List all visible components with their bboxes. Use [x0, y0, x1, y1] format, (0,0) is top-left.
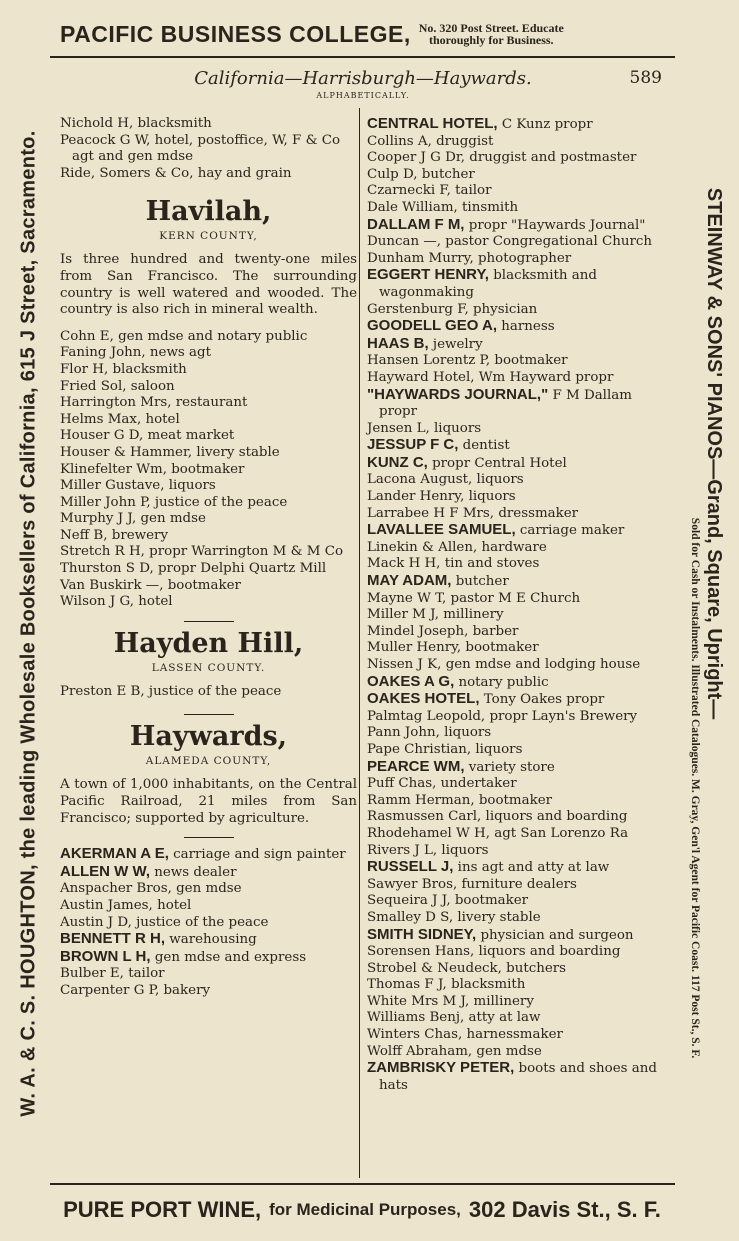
entry-text: Nissen J K, gen mdse and lodging house	[367, 657, 641, 672]
entry-name-bold: SMITH SIDNEY,	[367, 925, 477, 943]
entry-name-bold: ZAMBRISKY PETER,	[367, 1059, 515, 1077]
entry-text: carriage and sign painter	[168, 847, 346, 863]
directory-entry	[367, 776, 663, 793]
directory-entry	[367, 877, 663, 894]
entry-text: Culp D, butcher	[367, 166, 475, 182]
entry-text: Puff Chas, undertaker	[367, 776, 517, 792]
directory-entry	[367, 1044, 663, 1061]
directory-entry	[367, 183, 663, 200]
directory-entry	[367, 370, 663, 387]
entry-text: Houser & Hammer, livery stable	[60, 444, 280, 460]
entry-text: Collins A, druggist	[367, 133, 494, 149]
directory-entry	[60, 329, 357, 346]
right-side-advertisement	[682, 68, 732, 1178]
entry-text: Thurston S D, propr Delphi Quartz Mill	[60, 561, 327, 577]
entry-text: Preston E B, justice of the peace	[60, 683, 282, 699]
entry-text: physician and surgeon	[476, 927, 634, 943]
entry-name-bold: RUSSELL J,	[367, 858, 454, 876]
entry-text: White Mrs M J, millinery	[367, 993, 534, 1009]
directory-entry	[367, 640, 663, 657]
entry-text: Cooper J G Dr, druggist and postmaster	[367, 150, 637, 166]
entry-text: Rivers J L, liquors	[367, 842, 489, 858]
directory-entry	[367, 267, 663, 301]
directory-entry	[60, 345, 357, 362]
directory-entry	[367, 302, 663, 319]
directory-entry	[60, 864, 357, 882]
directory-entry	[60, 495, 357, 512]
entry-text: ins agt and atty at law	[453, 860, 610, 876]
directory-entry	[367, 977, 663, 994]
entry-name-bold: JESSUP F C,	[367, 436, 459, 454]
directory-entry	[60, 966, 357, 983]
entry-text: Hayward Hotel, Wm Hayward propr	[367, 369, 614, 385]
entry-text: Pann John, liquors	[367, 725, 492, 741]
entry-name-bold: "HAYWARDS JOURNAL,"	[367, 385, 549, 403]
directory-entry	[367, 691, 663, 709]
entry-name-bold: BENNETT R H,	[60, 930, 165, 948]
directory-entry	[367, 1010, 663, 1027]
entry-text: news dealer	[150, 864, 237, 880]
directory-entry	[60, 412, 357, 429]
directory-entry	[367, 826, 663, 843]
entry-text: Nichold H, blacksmith	[60, 116, 212, 131]
directory-entry	[367, 116, 663, 134]
directory-entry	[367, 1060, 663, 1094]
entry-name-bold: EGGERT HENRY,	[367, 266, 489, 284]
entry-text: Winters Chas, harnessmaker	[367, 1027, 563, 1043]
directory-entry	[367, 540, 663, 557]
directory-entry	[367, 167, 663, 184]
directory-entry	[367, 217, 663, 235]
entry-text: Lander Henry, liquors	[367, 489, 516, 505]
directory-entry	[367, 709, 663, 726]
bottom-advertisement	[52, 1192, 672, 1228]
top-ad-main: PACIFIC BUSINESS COLLEGE,	[60, 20, 411, 47]
entry-text: Flor H, blacksmith	[60, 361, 187, 377]
entry-text: Austin James, hotel	[60, 898, 192, 913]
county-hayden-hill: LASSEN COUNTY.	[151, 661, 266, 674]
entry-text: Smalley D S, livery stable	[367, 909, 541, 925]
directory-entry	[60, 166, 357, 183]
left-side-advertisement	[14, 68, 44, 1178]
entry-text: Pape Christian, liquors	[367, 741, 523, 757]
directory-entry	[60, 594, 357, 611]
directory-entry	[367, 1027, 663, 1044]
directory-entry	[367, 944, 663, 961]
directory-entry	[367, 318, 663, 336]
bottom-ad-part2: for Medicinal Purposes,	[269, 1200, 461, 1219]
section-rule	[184, 621, 234, 622]
directory-entry	[367, 607, 663, 624]
entry-text: harness	[497, 319, 555, 335]
directory-entry	[367, 134, 663, 151]
entry-text: Jensen L, liquors	[367, 420, 482, 436]
entry-text: Murphy J J, gen mdse	[60, 511, 206, 527]
entry-text: Faning John, news agt	[60, 345, 211, 361]
top-advertisement	[60, 16, 670, 52]
directory-entry	[367, 506, 663, 523]
left-column	[60, 116, 357, 1000]
entry-text: Gerstenburg F, physician	[367, 301, 538, 317]
entry-text: Miller John P, justice of the peace	[60, 494, 288, 510]
directory-entry	[367, 387, 663, 421]
entry-name-bold: OAKES A G,	[367, 672, 455, 690]
entry-text: jewelry	[428, 336, 483, 352]
page-number: 589	[629, 68, 662, 88]
entry-name-bold: HAAS B,	[367, 334, 429, 352]
column-divider	[359, 108, 360, 1178]
town-heading-hayden-hill: Hayden Hill,	[113, 627, 304, 659]
directory-entry	[367, 336, 663, 354]
directory-entry	[367, 843, 663, 860]
entry-text: Rhodehamel W H, agt San Lorenzo Ra	[367, 825, 629, 841]
entry-text: Wolff Abraham, gen mdse	[367, 1043, 542, 1059]
town-heading-haywards: Haywards,	[129, 721, 288, 753]
directory-entry	[60, 362, 357, 379]
entry-text: Bulber E, tailor	[60, 966, 165, 982]
directory-entry	[367, 437, 663, 455]
entry-text: notary public	[454, 674, 549, 690]
directory-entry	[367, 725, 663, 742]
entry-text: Miller Gustave, liquors	[60, 478, 216, 494]
entry-text: dentist	[458, 438, 510, 454]
directory-entry	[367, 251, 663, 268]
bottom-ad-part1: PURE PORT WINE,	[63, 1197, 262, 1222]
directory-entry	[60, 578, 357, 595]
entry-text: variety store	[464, 759, 555, 775]
entry-text: Harrington Mrs, restaurant	[60, 395, 248, 411]
entry-text: Klinefelter Wm, bootmaker	[60, 461, 245, 477]
entry-text: Wilson J G, hotel	[60, 594, 173, 610]
entry-name-bold: DALLAM F M,	[367, 215, 465, 233]
bottom-rule	[50, 1183, 675, 1185]
directory-entry	[60, 983, 357, 1000]
directory-entry	[367, 793, 663, 810]
entry-text: Stretch R H, propr Warrington M & M Co	[60, 544, 344, 560]
town-description-haywards: A town of 1,000 inhabitants, on the Central Pacific Railroad, 21 miles from San Francisco; supported by agriculture.	[60, 777, 357, 826]
directory-entry	[367, 859, 663, 877]
left-side-ad-text: W. A. & C. S. HOUGHTON, the leading Wholesale Booksellers of California, 615 J Street, Sacramento.	[17, 129, 40, 1117]
right-column	[367, 116, 663, 1094]
entry-text: Ramm Herman, bootmaker	[367, 792, 553, 808]
directory-entry	[60, 881, 357, 898]
directory-entry	[367, 809, 663, 826]
directory-entry	[367, 657, 663, 674]
directory-entry	[60, 846, 357, 864]
page-header	[60, 68, 666, 100]
entry-text: carriage maker	[515, 523, 625, 539]
pre-entries	[60, 116, 357, 182]
directory-entry	[367, 674, 663, 692]
right-side-ad-line1: STEINWAY & SONS' PIANOS—Grand, Square, Upright—	[703, 187, 725, 720]
entry-text: Thomas F J, blacksmith	[367, 977, 526, 993]
directory-entry	[367, 150, 663, 167]
directory-entry	[367, 994, 663, 1011]
directory-entry	[60, 528, 357, 545]
entry-text: propr "Haywards Journal"	[464, 217, 646, 233]
directory-entry	[367, 353, 663, 370]
entry-text: Dunham Murry, photographer	[367, 250, 572, 266]
directory-entry	[60, 561, 357, 578]
entry-text: butcher	[451, 574, 509, 590]
section-rule	[184, 837, 234, 838]
entry-text: Van Buskirk —, bootmaker	[60, 577, 241, 593]
directory-entry	[367, 421, 663, 438]
directory-entry	[60, 544, 357, 561]
entry-text: boots and shoes and hats	[379, 1061, 657, 1093]
county-haywards: ALAMEDA COUNTY,	[145, 755, 272, 768]
county-havilah: KERN COUNTY,	[159, 230, 258, 243]
entry-text: gen mdse and express	[150, 949, 307, 965]
haywards-entries-left	[60, 846, 357, 999]
section-rule	[184, 714, 234, 715]
entry-text: F M Dallam propr	[379, 387, 632, 420]
directory-entry	[60, 462, 357, 479]
entry-text: Peacock G W, hotel, postoffice, W, F & Co agt and gen mdse	[60, 132, 341, 165]
entry-text: Muller Henry, bootmaker	[367, 640, 539, 656]
entry-text: Cohn E, gen mdse and notary public	[60, 328, 308, 344]
entry-text: Linekin & Allen, hardware	[367, 539, 547, 555]
right-side-ad-line2: Sold for Cash or Instalments. Illustrated Catalogues. M. Gray, Gen'l Agent for Pacific Coast. 117 Post St., S. F.	[689, 517, 701, 1059]
directory-entry	[367, 893, 663, 910]
entry-text: blacksmith and wagonmaking	[379, 268, 597, 300]
entry-name-bold: MAY ADAM,	[367, 572, 452, 590]
entry-text: Mindel Joseph, barber	[367, 623, 519, 639]
directory-entry	[367, 927, 663, 945]
directory-entry	[367, 200, 663, 217]
directory-entry	[367, 591, 663, 608]
entry-text: Anspacher Bros, gen mdse	[60, 881, 242, 897]
entry-text: warehousing	[165, 932, 257, 948]
directory-entry	[367, 573, 663, 591]
entry-name-bold: LAVALLEE SAMUEL,	[367, 521, 516, 539]
entry-name-bold: AKERMAN A E,	[60, 845, 169, 863]
entry-name-bold: KUNZ C,	[367, 453, 428, 471]
directory-entry	[367, 556, 663, 573]
town-heading-havilah: Havilah,	[145, 196, 272, 228]
entry-text: Williams Benj, atty at law	[367, 1010, 541, 1026]
directory-entry	[367, 234, 663, 251]
hayden-entries	[60, 684, 357, 701]
directory-entry	[60, 379, 357, 396]
entry-text: C Kunz propr	[497, 117, 593, 132]
directory-entry	[60, 478, 357, 495]
entry-text: Sawyer Bros, furniture dealers	[367, 876, 577, 892]
directory-entry	[60, 898, 357, 915]
entry-text: Dale William, tinsmith	[367, 199, 519, 215]
entry-text: Helms Max, hotel	[60, 411, 180, 427]
directory-entry	[60, 445, 357, 462]
directory-entry	[60, 684, 357, 701]
entry-text: Miller M J, millinery	[367, 607, 504, 623]
entry-text: Austin J D, justice of the peace	[60, 914, 269, 930]
directory-entry	[367, 455, 663, 473]
entry-text: Rasmussen Carl, liquors and boarding	[367, 809, 628, 825]
directory-entry	[60, 931, 357, 949]
entry-text: Duncan —, pastor Congregational Church	[367, 234, 653, 250]
top-ad-line2: thoroughly for Business.	[428, 33, 554, 47]
entry-text: Hansen Lorentz P, bootmaker	[367, 353, 568, 369]
directory-entry	[367, 742, 663, 759]
entry-text: Strobel & Neudeck, butchers	[367, 960, 567, 976]
entry-text: Palmtag Leopold, propr Layn's Brewery	[367, 708, 638, 724]
entry-text: Carpenter G P, bakery	[60, 982, 211, 998]
entry-text: Houser G D, meat market	[60, 428, 235, 444]
bottom-ad-part3: 302 Davis St., S. F.	[468, 1197, 661, 1222]
directory-entry	[60, 116, 357, 133]
directory-entry	[60, 511, 357, 528]
top-ad-detail	[419, 22, 564, 46]
town-description-havilah: Is three hundred and twenty-one miles from San Francisco. The surrounding country is well watered and wooded. The country is also rich in mineral wealth.	[60, 252, 357, 318]
entry-text: Tony Oakes propr	[479, 692, 605, 708]
entry-text: propr Central Hotel	[427, 455, 567, 471]
entry-text: Mack H H, tin and stoves	[367, 556, 540, 572]
entry-text: Sorensen Hans, liquors and boarding	[367, 944, 621, 960]
entry-name-bold: PEARCE WM,	[367, 757, 465, 775]
directory-entry	[60, 428, 357, 445]
top-ad-line1: No. 320 Post Street. Educate	[418, 21, 564, 35]
page-subtitle: ALPHABETICALLY.	[316, 91, 410, 100]
entry-text: Lacona August, liquors	[367, 472, 524, 488]
entry-text: Czarnecki F, tailor	[367, 183, 492, 199]
entry-name-bold: ALLEN W W,	[60, 862, 150, 880]
directory-entry	[367, 759, 663, 777]
entry-name-bold: BROWN L H,	[60, 947, 151, 965]
entry-text: Ride, Somers & Co, hay and grain	[60, 165, 292, 181]
entry-text: Larrabee H F Mrs, dressmaker	[367, 505, 579, 521]
directory-entry	[60, 395, 357, 412]
haywards-entries-right	[367, 116, 663, 1094]
entry-text: Fried Sol, saloon	[60, 378, 175, 394]
entry-text: Mayne W T, pastor M E Church	[367, 590, 581, 606]
page-title: California—Harrisburgh—Haywards.	[194, 68, 532, 89]
directory-entry	[367, 961, 663, 978]
top-rule	[50, 56, 675, 58]
entry-name-bold: OAKES HOTEL,	[367, 690, 480, 708]
directory-entry	[367, 522, 663, 540]
entry-name-bold: GOODELL GEO A,	[367, 317, 498, 335]
havilah-entries	[60, 329, 357, 611]
directory-entry	[367, 489, 663, 506]
directory-entry	[367, 910, 663, 927]
directory-entry	[367, 624, 663, 641]
directory-entry	[60, 133, 357, 166]
entry-text: Neff B, brewery	[60, 527, 169, 543]
entry-text: Sequeira J J, bootmaker	[367, 893, 529, 909]
directory-entry	[367, 472, 663, 489]
directory-entry	[60, 915, 357, 932]
directory-entry	[60, 949, 357, 967]
entry-name-bold: CENTRAL HOTEL,	[367, 115, 498, 132]
